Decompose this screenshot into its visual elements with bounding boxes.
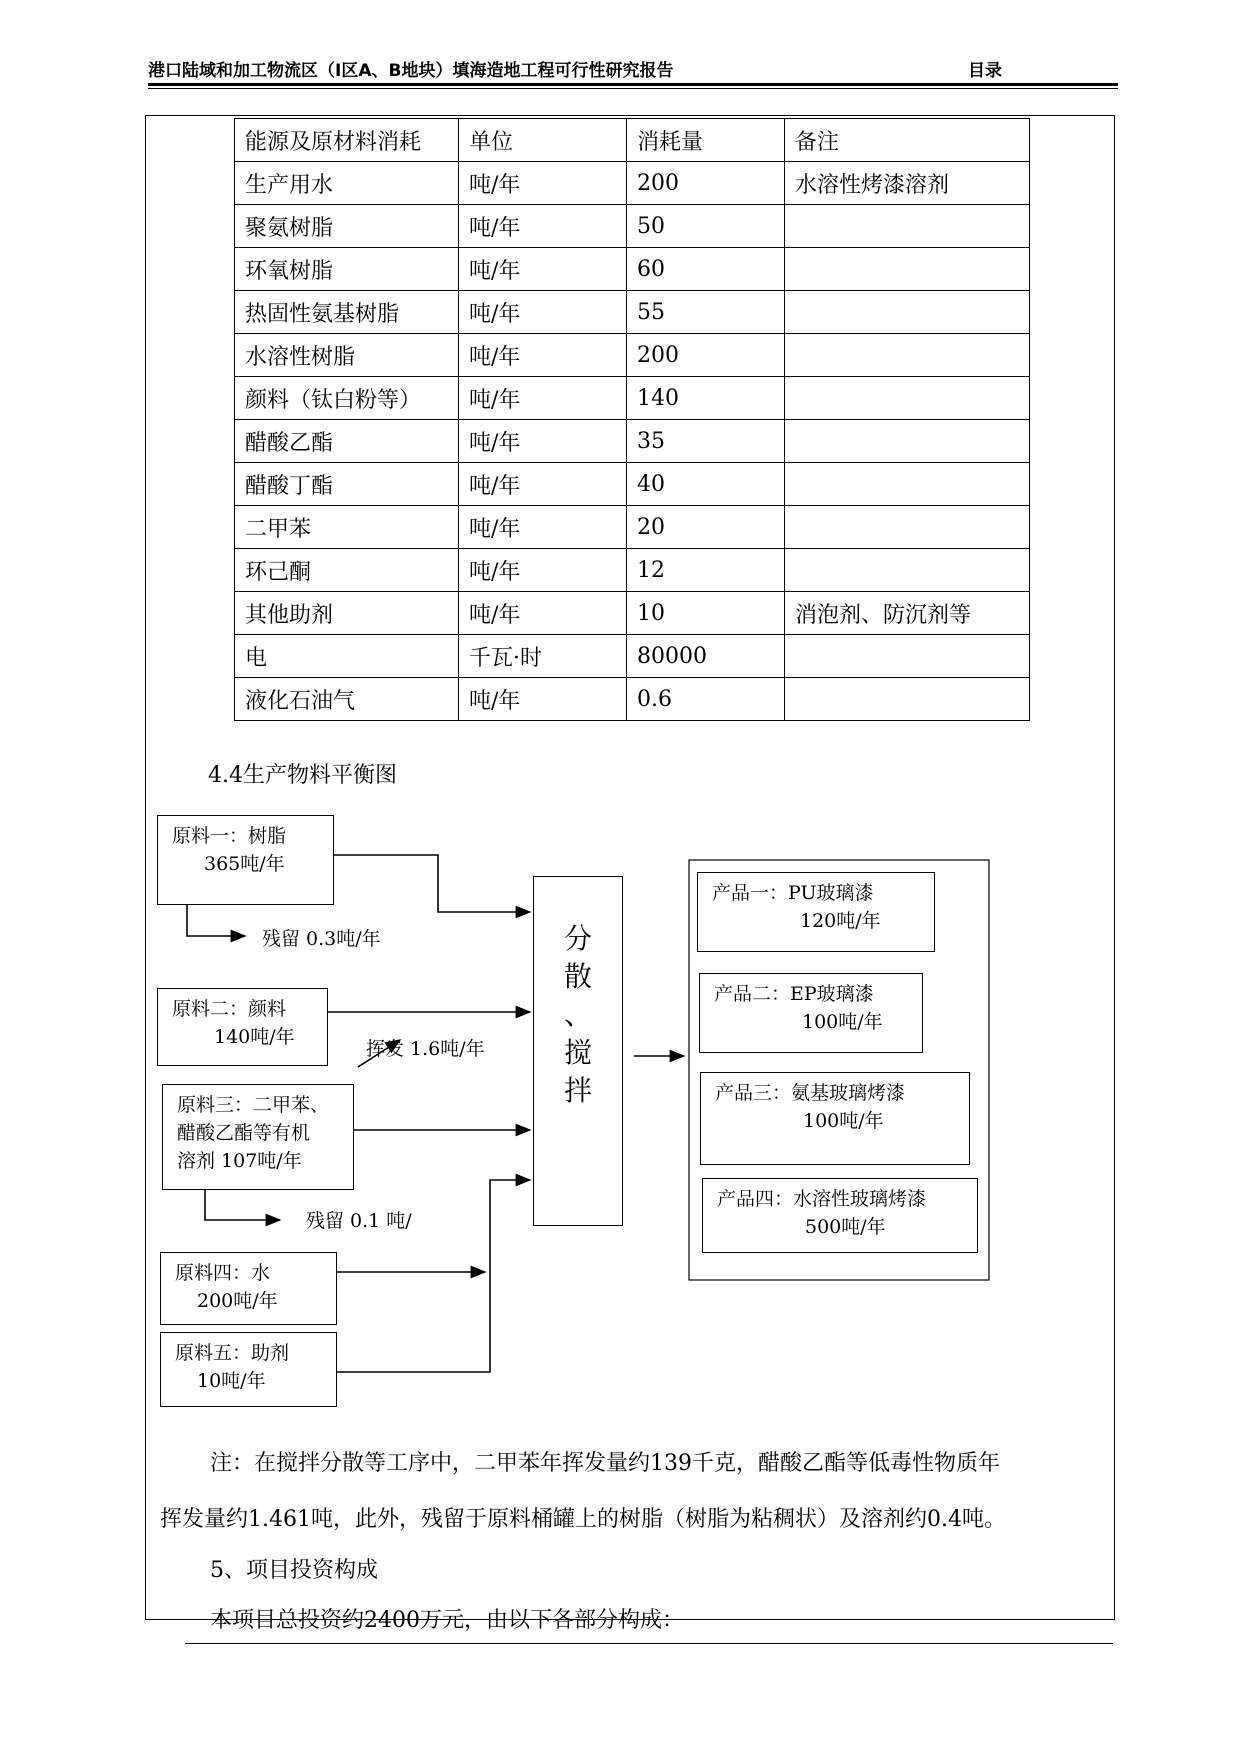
table-cell: 吨/年	[459, 205, 627, 248]
table-cell: 液化石油气	[235, 678, 459, 721]
raw-material-3-box	[162, 1084, 354, 1190]
table-cell: 吨/年	[459, 678, 627, 721]
process-label	[533, 920, 623, 1110]
table-cell: 吨/年	[459, 162, 627, 205]
table-cell: 吨/年	[459, 291, 627, 334]
note-line-2: 挥发量约1.461吨，此外，残留于原料桶罐上的树脂（树脂为粘稠状）及溶剂约0.4吨。	[160, 1507, 1006, 1532]
raw5-label: 原料五：助剂	[175, 1342, 290, 1364]
table-cell: 吨/年	[459, 506, 627, 549]
raw3-amount: 溶剂 107吨/年	[177, 1150, 302, 1172]
table-header: 消耗量	[627, 119, 785, 162]
table-cell: 20	[627, 506, 785, 549]
table-cell: 200	[627, 162, 785, 205]
table-cell: 热固性氨基树脂	[235, 291, 459, 334]
process-char: 拌	[563, 1074, 592, 1107]
table-cell: 60	[627, 248, 785, 291]
prod3-label: 产品三：氨基玻璃烤漆	[715, 1082, 906, 1104]
raw-material-5-box	[160, 1332, 337, 1407]
raw-material-4-box	[160, 1252, 337, 1325]
raw1-amount: 365吨/年	[204, 853, 285, 875]
table-cell: 醋酸乙酯	[235, 420, 459, 463]
investment-text: 本项目总投资约2400万元，由以下各部分构成：	[210, 1608, 684, 1633]
process-char: 、	[563, 998, 592, 1031]
table-cell: 10	[627, 592, 785, 635]
table-cell: 140	[627, 377, 785, 420]
table-cell: 吨/年	[459, 248, 627, 291]
table-cell: 水溶性烤漆溶剂	[785, 162, 1030, 205]
note-line-1: 注：在搅拌分散等工序中，二甲苯年挥发量约139千克，醋酸乙酯等低毒性物质年	[210, 1451, 1000, 1476]
table-cell: 水溶性树脂	[235, 334, 459, 377]
product-4-box	[702, 1178, 978, 1253]
process-char: 搅	[563, 1036, 592, 1069]
section-4-4-heading: 4.4生产物料平衡图	[208, 763, 397, 788]
product-3-box	[700, 1072, 970, 1165]
table-cell: 12	[627, 549, 785, 592]
raw4-label: 原料四：水	[175, 1262, 271, 1284]
residue-1-label: 残留 0.3吨/年	[262, 928, 381, 950]
table-cell: 吨/年	[459, 377, 627, 420]
raw3-label: 原料三：二甲苯、	[177, 1094, 330, 1116]
process-char: 散	[563, 960, 592, 993]
volatile-label: 挥发 1.6吨/年	[366, 1038, 485, 1060]
product-1-box	[697, 872, 935, 952]
table-cell: 吨/年	[459, 334, 627, 377]
table-cell: 生产用水	[235, 162, 459, 205]
raw2-label: 原料二：颜料	[172, 998, 287, 1020]
table-cell: 40	[627, 463, 785, 506]
table-cell: 二甲苯	[235, 506, 459, 549]
arrow-residue1	[187, 905, 245, 936]
raw3-label-2: 醋酸乙酯等有机	[177, 1122, 311, 1144]
prod2-label: 产品二：EP玻璃漆	[714, 983, 874, 1005]
table-cell: 环己酮	[235, 549, 459, 592]
table-cell: 其他助剂	[235, 592, 459, 635]
table-cell: 聚氨树脂	[235, 205, 459, 248]
raw-material-1-box	[157, 815, 334, 905]
residue-2-label: 残留 0.1 吨/	[306, 1210, 412, 1232]
raw5-amount: 10吨/年	[197, 1370, 266, 1392]
header-section: 目录	[968, 61, 1002, 81]
table-cell: 55	[627, 291, 785, 334]
prod4-amount: 500吨/年	[805, 1216, 886, 1238]
header-title: 港口陆域和加工物流区（Ⅰ区A、B地块）填海造地工程可行性研究报告	[148, 61, 674, 81]
raw4-amount: 200吨/年	[197, 1290, 278, 1312]
product-2-box	[699, 973, 923, 1053]
table-cell: 50	[627, 205, 785, 248]
table-header: 备注	[785, 119, 1030, 162]
raw1-label: 原料一：树脂	[172, 825, 287, 847]
prod2-amount: 100吨/年	[802, 1011, 883, 1033]
table-cell: 吨/年	[459, 549, 627, 592]
prod1-label: 产品一：PU玻璃漆	[712, 882, 874, 904]
prod4-label: 产品四：水溶性玻璃烤漆	[717, 1188, 927, 1210]
raw-material-2-box	[157, 988, 328, 1066]
process-char: 分	[563, 922, 592, 955]
prod3-amount: 100吨/年	[803, 1110, 884, 1132]
table-cell: 吨/年	[459, 592, 627, 635]
table-cell: 环氧树脂	[235, 248, 459, 291]
table-cell: 千瓦·时	[459, 635, 627, 678]
table-cell: 200	[627, 334, 785, 377]
table-cell: 35	[627, 420, 785, 463]
table-cell: 0.6	[627, 678, 785, 721]
table-cell: 电	[235, 635, 459, 678]
table-cell: 消泡剂、防沉剂等	[785, 592, 1030, 635]
footer-rule	[185, 1643, 1113, 1644]
table-cell: 颜料（钛白粉等）	[235, 377, 459, 420]
arrow-residue2	[205, 1190, 280, 1220]
arrow-raw1	[334, 855, 530, 912]
table-cell: 80000	[627, 635, 785, 678]
table-cell: 醋酸丁酯	[235, 463, 459, 506]
table-header: 单位	[459, 119, 627, 162]
section-5-heading: 5、项目投资构成	[210, 1558, 378, 1583]
raw2-amount: 140吨/年	[214, 1026, 295, 1048]
table-cell: 吨/年	[459, 463, 627, 506]
table-cell: 吨/年	[459, 420, 627, 463]
table-header: 能源及原材料消耗	[235, 119, 459, 162]
prod1-amount: 120吨/年	[800, 910, 881, 932]
